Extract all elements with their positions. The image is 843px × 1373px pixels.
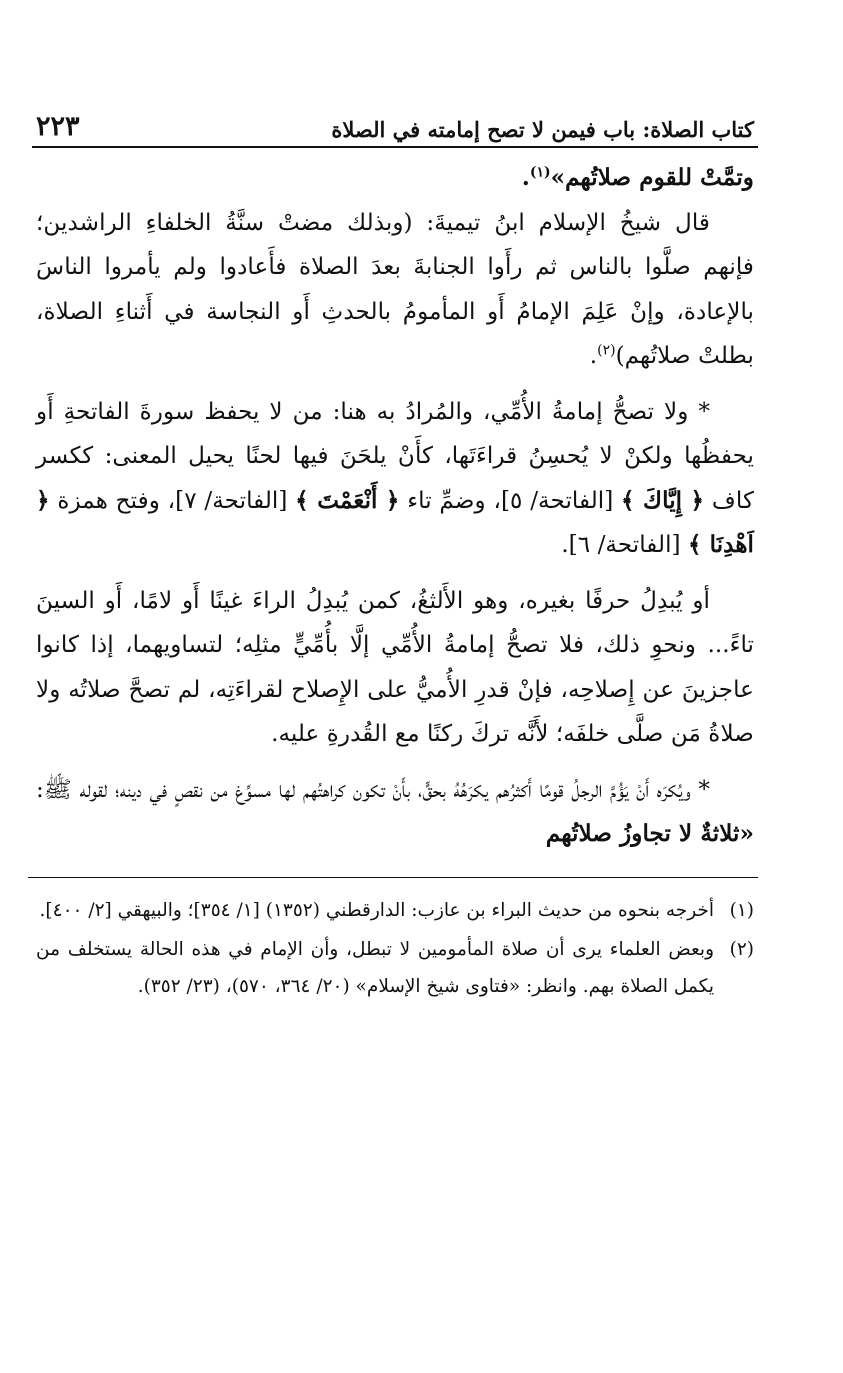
footnotes bbox=[32, 892, 758, 1005]
main-text bbox=[32, 156, 758, 857]
quran-quote-1: ﴿ إِيَّاكَ ﴾ bbox=[621, 486, 705, 514]
paragraph-3-text-d: [الفاتحة/ ٦]. bbox=[561, 531, 681, 558]
paragraph-3-text-a: * ولا تصحُّ إمامةُ الأُمِّي، والمُرادُ به هنا: من لا يحفظ سورةَ الفاتحةِ أَو يحفظُها ولكنْ لا يُحسِنُ قراءَتَها، كأَنْ يلحَنَ فيها لحنًا يحيل المعنى: ككسر كاف bbox=[36, 397, 755, 514]
footnote-text: أخرجه بنحوه من حديث البراء بن عازب: الدارقطني (١٣٥٢) [١/ ٣٥٤]؛ والبيهقي [٢/ ٤٠٠]. bbox=[39, 899, 714, 921]
paragraph-4 bbox=[32, 579, 758, 757]
footnote-item bbox=[32, 931, 758, 1005]
chapter-title: كتاب الصلاة: باب فيمن لا تصح إمامته في الصلاة bbox=[331, 117, 754, 142]
paragraph-2-tail: . bbox=[589, 342, 598, 369]
page-number: ٢٢٣ bbox=[36, 111, 80, 142]
paragraph-1-tail: . bbox=[521, 164, 530, 191]
book-page bbox=[32, 104, 758, 1005]
paragraph-2-text: قال شيخُ الإسلام ابنُ تيميةَ: (وبذلك مضتْ سنَّةُ الخلفاءِ الراشدين؛ فإنهم صلَّوا بالناس ثم رأَوا الجنابةَ بعدَ الصلاة فأَعادوا ولم يأمروا الناسَ بالإعادة، وإنْ عَلِمَ الإمامُ أَو المأمومُ بالحدثِ أَو النجاسة في أَثناءِ الصلاة، بطلتْ صلاتُهم) bbox=[36, 208, 754, 369]
footnote-number: (١) bbox=[729, 899, 754, 921]
paragraph-3-text-c: [الفاتحة/ ٧]، وفتح همزة bbox=[57, 486, 288, 514]
hadith-quote: «ثلاثةٌ لا تجاوزُ صلاتُهم bbox=[545, 820, 754, 847]
paragraph-1-text: وتمَّتْ للقوم صلاتُهم» bbox=[550, 164, 754, 191]
paragraph-3-text-b: [الفاتحة/ ٥]، وضمِّ تاء bbox=[407, 486, 614, 514]
running-header bbox=[32, 104, 758, 148]
paragraph-5 bbox=[32, 768, 758, 857]
paragraph-1 bbox=[32, 156, 758, 201]
footnote-divider bbox=[28, 877, 758, 878]
footnote-ref-1: (١) bbox=[529, 164, 551, 181]
quran-quote-2: ﴿ أَنْعَمْتَ ﴾ bbox=[295, 486, 400, 514]
footnote-item bbox=[32, 892, 758, 929]
paragraph-4-text: أو يُبدِلُ حرفًا بغيره، وهو الأَلثغُ، كمن يُبدِلُ الراءَ غينًا أَو لامًا، أَو السينَ تاءً... ونحوِ ذلك، فلا تصحُّ إمامةُ الأُمِّي إلَّا بأُمِّيٍّ مثلِه؛ لتساويهما، إذا كانوا عاجزينَ عن إِصلاحِه، فإنْ قدرِ الأُميُّ على الإِصلاح لقراءَتِه، لم تصحَّ صلاتُه ولا صلاةُ مَن صلَّى خلفَه؛ لأَنَّه تركَ ركنًا مع القُدرةِ عليه. bbox=[36, 586, 754, 747]
footnote-number: (٢) bbox=[729, 938, 754, 960]
paragraph-3 bbox=[32, 390, 758, 568]
footnote-text: وبعض العلماء يرى أن صلاة المأمومين لا تبطل، وأن الإمام في هذه الحالة يستخلف من يكمل الصلاة بهم. وانظر: «فتاوى شيخ الإسلام» (٢٠/ ٣٦٤، ٥٧٠)، (٢٣/ ٣٥٢). bbox=[36, 938, 714, 997]
quran-quote-3: ﴿ اَهْدِنَا ﴾ bbox=[36, 486, 754, 558]
paragraph-2 bbox=[32, 201, 758, 379]
footnote-ref-2: (٢) bbox=[597, 342, 616, 359]
paragraph-5-text: * ويُكرَه أَنْ يَؤُمَّ الرجلُ قومًا أَكثرُهم يكرَهُهُ بحقٍّ، بأَنْ تكون كراهتُهم لها مسوِّغ من نقصٍ في دينه؛ لقوله ﷺ: bbox=[36, 775, 710, 803]
